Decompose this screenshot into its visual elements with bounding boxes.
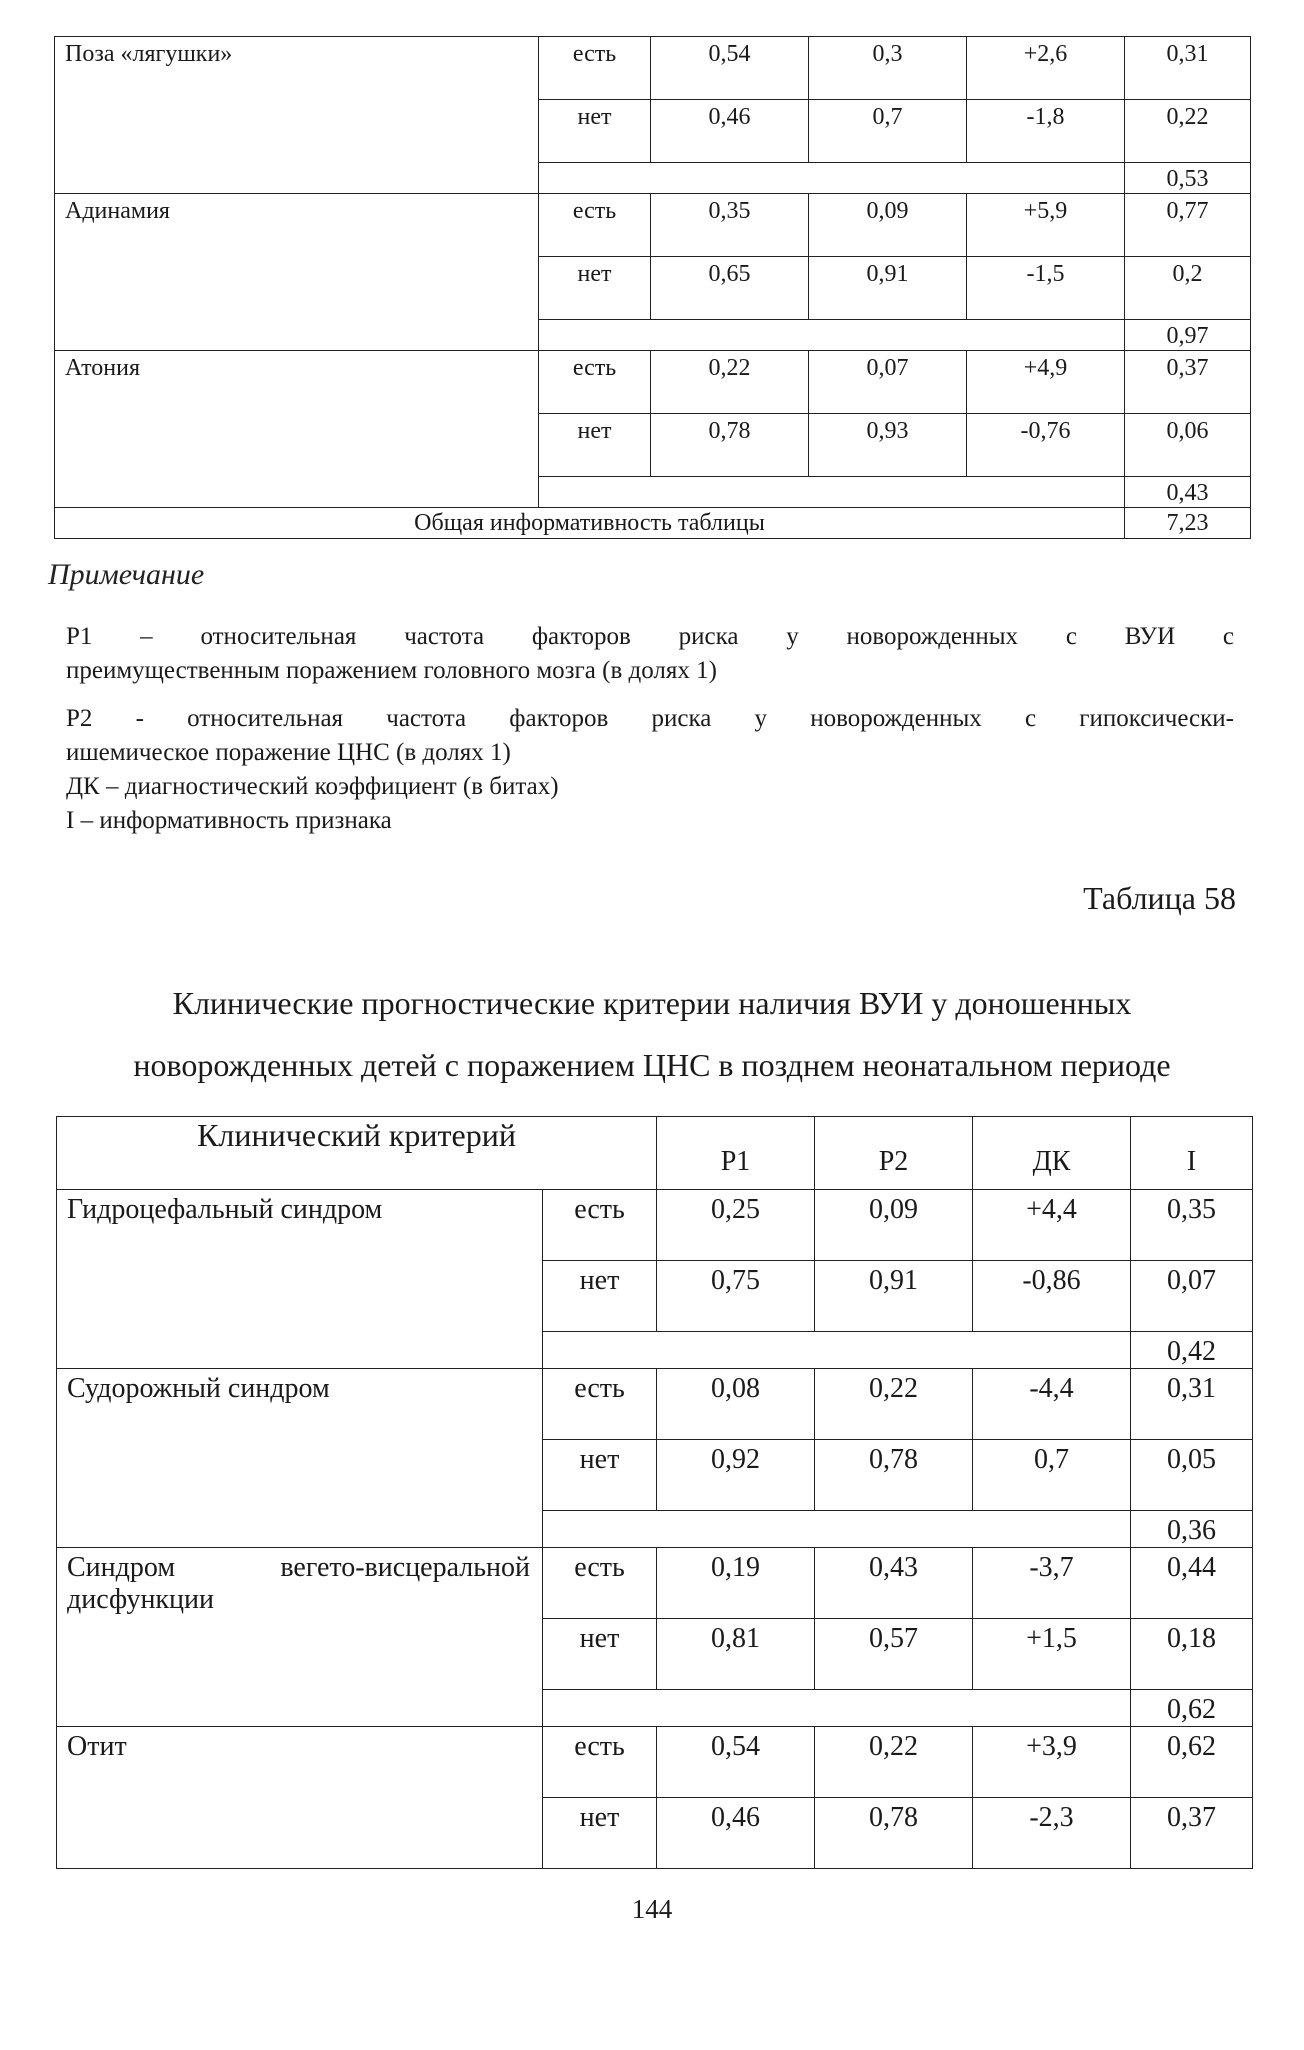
page-number: 144 [631, 1894, 673, 1924]
table-row: Поза «лягушки» есть 0,54 0,3 +2,6 0,31 [55, 37, 1251, 100]
caption-line2: новорожденных детей с поражением ЦНС в позднем неонатальном периоде [133, 1047, 1171, 1083]
risk-factor-table-continued [54, 36, 1251, 539]
criterion-cell: Синдром вегето-висцеральной дисфункции [57, 1548, 543, 1727]
table-row: нет 0,46 0,7 -1,8 0,22 [55, 100, 1251, 163]
note-dk: ДК – диагностический коэффициент (в битах) [66, 773, 559, 800]
criterion-cell: Судорожный синдром [57, 1369, 543, 1548]
total-cell: 0,36 [1131, 1511, 1253, 1548]
note-i: I – информативность признака [66, 807, 392, 834]
table-header-row [57, 1117, 1253, 1190]
table-summary-row [55, 508, 1251, 539]
total-cell: 0,97 [1125, 320, 1251, 351]
table-row: Атония есть 0,22 0,07 +4,9 0,37 [55, 351, 1251, 414]
table-number: Таблица 58 [1083, 880, 1236, 916]
table-row: Синдром вегето-висцеральной дисфункции есть 0,19 0,43 -3,7 0,44 [57, 1548, 1253, 1619]
note-p1-line1: Р1 – относительная частота факторов риска у новорожденных с ВУИ с [66, 623, 1234, 650]
header-i: I [1131, 1117, 1253, 1190]
table-row: нет 0,65 0,91 -1,5 0,2 [55, 257, 1251, 320]
table-caption [0, 972, 1304, 1096]
caption-line1: Клинические прогностические критерии наличия ВУИ у доношенных [172, 985, 1132, 1021]
table-row: Судорожный синдром есть 0,08 0,22 -4,4 0,31 [57, 1369, 1253, 1440]
note-p2-line1: Р2 - относительная частота факторов риска у новорожденных с гипоксически- [66, 705, 1234, 732]
note-p2-line2: ишемическое поражение ЦНС (в долях 1) [66, 739, 511, 766]
total-cell: 0,62 [1131, 1690, 1253, 1727]
total-cell: 0,43 [1125, 477, 1251, 508]
table-row: нет 0,81 0,57 +1,5 0,18 [57, 1619, 1253, 1690]
table-row: Адинамия есть 0,35 0,09 +5,9 0,77 [55, 194, 1251, 257]
total-cell: 0,42 [1131, 1332, 1253, 1369]
header-criterion: Клинический критерий [57, 1117, 657, 1190]
table-row: нет 0,78 0,93 -0,76 0,06 [55, 414, 1251, 477]
note-p1-line2: преимущественным поражением головного мозга (в долях 1) [66, 657, 717, 684]
clinical-criteria-table [56, 1116, 1253, 1869]
header-dk: ДК [973, 1117, 1131, 1190]
note-title: Примечание [48, 558, 205, 591]
criterion-cell: Атония [55, 351, 539, 508]
criterion-cell: Адинамия [55, 194, 539, 351]
criterion-cell: Гидроцефальный синдром [57, 1190, 543, 1369]
total-cell: 0,53 [1125, 163, 1251, 194]
table-row: нет 0,75 0,91 -0,86 0,07 [57, 1261, 1253, 1332]
header-p1: Р1 [657, 1117, 815, 1190]
criterion-cell: Отит [57, 1727, 543, 1869]
header-p2: Р2 [815, 1117, 973, 1190]
table-row: нет 0,92 0,78 0,7 0,05 [57, 1440, 1253, 1511]
table-row: нет 0,46 0,78 -2,3 0,37 [57, 1798, 1253, 1869]
table-row: Отит есть 0,54 0,22 +3,9 0,62 [57, 1727, 1253, 1798]
summary-value: 7,23 [1125, 508, 1251, 539]
criterion-cell: Поза «лягушки» [55, 37, 539, 194]
summary-label: Общая информативность таблицы [55, 508, 1125, 539]
table-row: Гидроцефальный синдром есть 0,25 0,09 +4,4 0,35 [57, 1190, 1253, 1261]
